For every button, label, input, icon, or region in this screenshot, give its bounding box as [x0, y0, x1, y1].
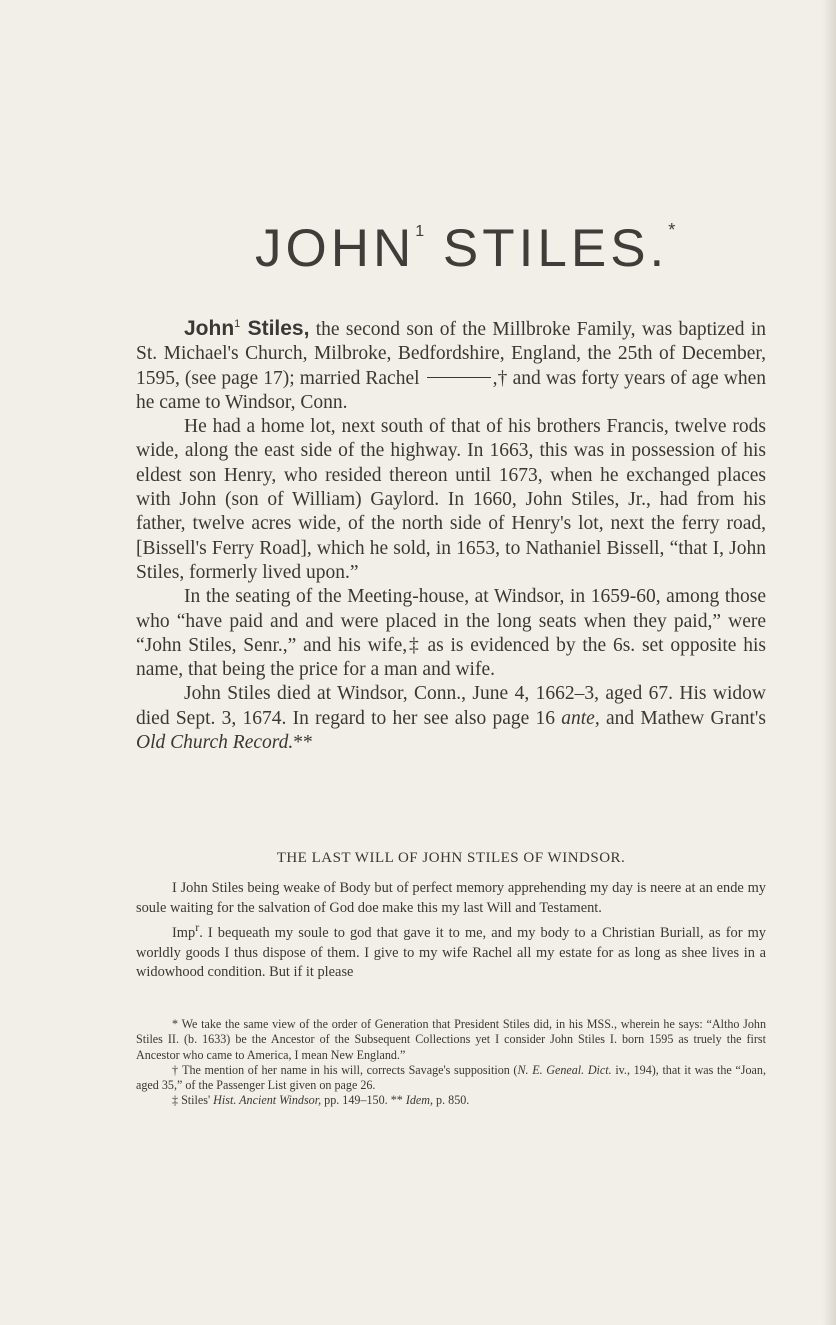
paragraph-1-text: the second son of the Millbroke Family, was baptized in St. Michael's Church, Milbroke, Bedfordshire, England, the 25th of December, 1595, (see page 17); married Rachel — [136, 319, 766, 389]
page-edge-shadow — [822, 0, 836, 1325]
paragraph-1 — [136, 312, 766, 415]
idem-reference: Idem, — [405, 1093, 434, 1108]
title-surname: STILES. — [442, 219, 669, 278]
old-church-record-reference: Old Church Record. — [136, 732, 294, 754]
history-windsor-reference: Hist. Ancient Windsor, — [213, 1093, 322, 1108]
paragraph-1-text-end: ,† and was forty years of age when he came to Windsor, Conn. — [136, 367, 767, 413]
will-paragraph-2: Imp$^r$. I bequeath my soule to god that gave it to me, and my body to a Christian Buriall, as for my worldly goods I thus dispose of them. I give to my wife Rachel all my estate for as long as shee lives in a widowhood condition. But if it please — [136, 920, 766, 981]
blank-line — [427, 377, 491, 378]
paragraph-3: In the seating of the Meeting-house, at Windsor, in 1659-60, among those who “have paid and and were placed in the long seats when they paid,” were “John Stiles, Senr.,” and his wife,‡ as is evidenced by the 6s. set opposite his name, that being the price for a man and wife. — [136, 586, 766, 681]
ante-reference: ante, — [561, 707, 600, 729]
will-paragraph-1: I John Stiles being weake of Body but of perfect memory apprehending my day is neere at an ende my soule waiting for the salvation of God doe make this my last Will and Testament. — [136, 880, 766, 916]
footnote-double-dagger: ‡ Stiles' Hist. Ancient Windsor, pp. 149–150. ** Idem, p. 850. — [172, 1093, 470, 1108]
lead-name: John$^1$ Stiles, — [184, 317, 310, 340]
genealogical-dictionary-reference: N. E. Geneal. Dict. — [517, 1062, 612, 1077]
will-heading: THE LAST WILL OF JOHN STILES OF WINDSOR. — [276, 850, 626, 866]
title-name: JOHN — [255, 219, 416, 278]
footnote-dagger: † The mention of her name in his will, corrects Savage's supposition (N. E. Geneal. Dict. iv., 194), that it was the “Joan, aged 35,” of the Passenger List given on page 26. — [136, 1062, 766, 1093]
main-text — [136, 312, 766, 755]
footnote-mark-double-star: ** — [293, 732, 313, 754]
footnotes — [136, 1017, 766, 1109]
title-footnote-mark: * — [668, 220, 676, 240]
paragraph-2: He had a home lot, next south of that of his brothers Francis, twelve rods wide, along the east side of the highway. In 1663, this was in possession of his eldest son Henry, who resided thereon until 1673, when he exchanged places with John (son of William) Gaylord. In 1660, John Stiles, Jr., had from his father, twelve acres wide, of the north side of Henry's lot, next the ferry road, [Bissell's Ferry Road], which he sold, in 1653, to Nathaniel Bissell, “that I, John Stiles, formerly lived upon.” — [136, 416, 766, 583]
will-text — [136, 879, 766, 983]
page-title — [255, 218, 675, 279]
paragraph-4: John Stiles died at Windsor, Conn., June 4, 1662–3, aged 67. His widow died Sept. 3, 1674. In regard to her see also page 16 ante, and Mathew Grant's Old Church Record.** — [136, 683, 767, 754]
title-generation-number: 1 — [415, 223, 425, 240]
footnote-star: * We take the same view of the order of Generation that President Stiles did, in his MSS., wherein he says: “Altho John Stiles II. (b. 1633) be the Ancestor of the Subsequent Collections yet I consider John Stiles I. born 1595 as truely the first Ancestor who came to America, I mean New England.” — [136, 1017, 766, 1062]
